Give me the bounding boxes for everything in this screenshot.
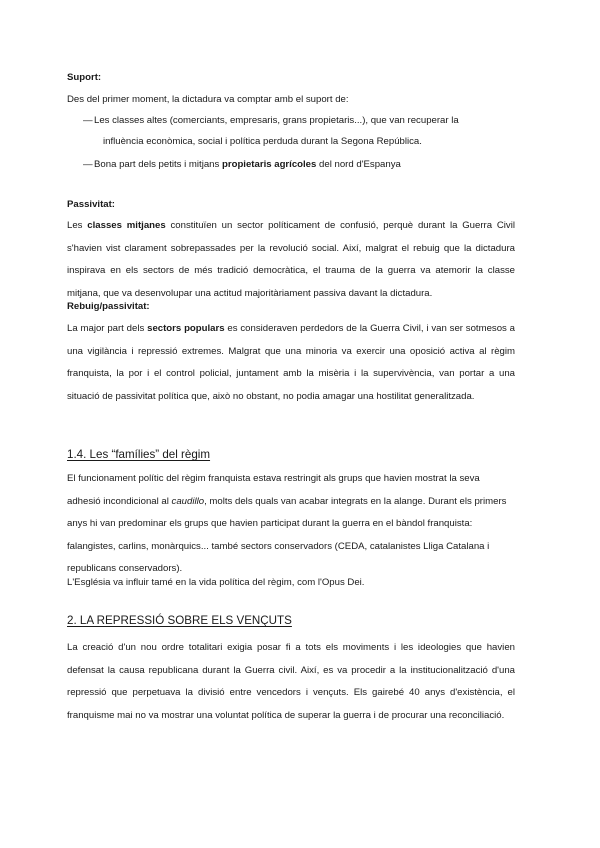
suport-item-line: Les classes altes (comerciants, empresaris, grans propietaris...), que van recuperar la [94, 115, 459, 126]
passivitat-heading [67, 194, 515, 217]
rebuig-paragraph [67, 318, 515, 408]
suport-item-text: Bona part dels petits i mitjans [94, 159, 222, 170]
dash-marker: — [83, 115, 93, 126]
paragraph-italic: caudillo [171, 495, 205, 507]
repression-paragraph: La creació d'un nou ordre totalitari exigia posar fi a tots els moviments i les ideologies que havien defensat la causa republicana durant la Guerra civil. Així, es va procedir a la institucionalització d'una repressió que perpetuava la divisió entre vencedors i vençuts. Els gairebé 40 anys d'existència, el franquisme mai no va mostrar una voluntat política de superar la guerra i de procurar una reconciliació. [67, 642, 515, 721]
suport-intro: Des del primer moment, la dictadura va comptar amb el suport de: [67, 94, 349, 105]
families-paragraph-2: L'Església va influir tamé en la vida política del règim, com l'Opus Dei. [67, 577, 365, 588]
families-paragraph [67, 468, 515, 581]
suport-heading-text: Suport: [67, 72, 102, 83]
paragraph-text: , molts dels quals van acabar integrats en la alange. Durant els primers anys hi van predominar els grups que havien participat durant la guerra en el bàndol franquista: falangistes, carlins, monàrquics... també sectors conservadors (CEDA, catalanistes Lliga Catalana i republicans conservadors). [67, 495, 507, 574]
suport-list-item [83, 110, 514, 133]
dash-marker: — [83, 159, 93, 170]
suport-list-item [83, 154, 514, 177]
passivitat-paragraph [67, 215, 515, 305]
suport-item-bold: propietaris agrícoles [221, 159, 317, 170]
section-title-families: 1.4. Les “famílies” del règim [67, 448, 211, 461]
paragraph-bold: sectors populars [147, 323, 225, 334]
section-title-repression: 2. LA REPRESSIÓ SOBRE ELS VENÇUTS [67, 614, 292, 627]
paragraph-bold: classes mitjanes [87, 220, 166, 231]
suport-heading [67, 67, 515, 90]
paragraph-text: La major part dels [67, 323, 148, 334]
passivitat-heading-text: Passivitat: [67, 199, 115, 210]
rebuig-heading [67, 296, 515, 319]
paragraph-text: Les [67, 220, 88, 231]
suport-item-text: del nord d'Espanya [316, 159, 401, 170]
rebuig-heading-text: Rebuig/passivitat: [67, 301, 150, 312]
paragraph-text: es consideraven perdedors de la Guerra Civil, i van ser sotmesos a una vigilància i repressió extremes. Malgrat que una minoria va exercir una oposició activa al règim franquista, la por i el control policial, juntament amb la misèria i la supervivència, van portar a una situació de passivitat política que, això no obstant, no podia amagar una hostilitat generalitzada. [67, 323, 516, 402]
suport-item-line: influència econòmica, social i política perduda durant la Segona República. [103, 136, 422, 147]
paragraph-text: constituïen un sector políticament de confusió, perquè durant la Guerra Civil s'havien vist clarament sobrepassades per la revolució social. Així, malgrat el rebuig que la dictadura inspirava en els sectors de més tradició democràtica, el trauma de la guerra va atemorir la classe mitjana, que va desenvolupar una actitud majoritàriament passiva davant la dictadura. [67, 220, 515, 299]
paragraph-text: El funcionament polític del règim franquista estava restringit als grups que havien mostrat la seva adhesió incondicional al [67, 473, 480, 507]
suport-list-item-continuation [103, 131, 503, 154]
